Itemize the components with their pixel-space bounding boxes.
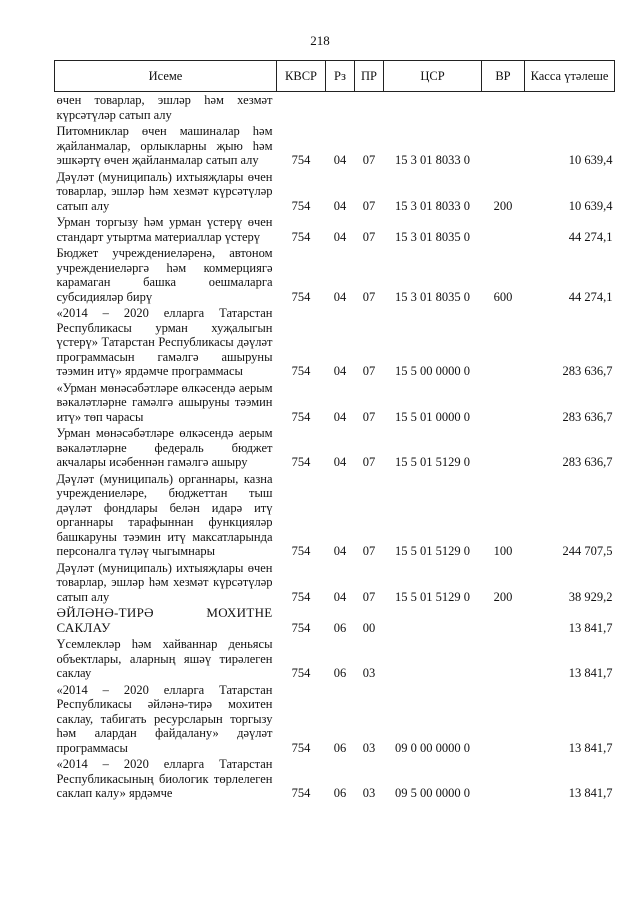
cell-name: Дәүләт (муниципаль) органнары, казна учреждениеләре, бюджеттан тыш дәүләт фондлары белән идарә итү органнары тарафыннан функцияләр башкаруны тәэмин итү максатларында персоналга түләү чыгымнары (56, 471, 273, 558)
cell-kvsr: 754 (291, 364, 311, 378)
cell-name: Урман торгызу һәм урман үстерү өчен стандарт утыртма материаллар үстерү (56, 215, 273, 244)
table-row (55, 425, 615, 471)
cell-kvsr: 754 (291, 666, 311, 680)
cell-vr (482, 214, 525, 245)
cell-csr: 15 5 01 5129 0 (395, 589, 470, 604)
cell-pr: 07 (362, 153, 376, 167)
cell-vr (482, 305, 525, 380)
table-row (55, 560, 615, 606)
cell-name: ӘЙЛӘНӘ-ТИРӘ МОХИТНЕ САКЛАУ (56, 605, 273, 635)
cell-amount: 38 929,2 (568, 589, 613, 604)
table-row (55, 92, 615, 124)
cell-amount: 13 841,7 (568, 786, 613, 800)
cell-pr: 03 (362, 740, 376, 755)
cell-kvsr: 754 (291, 620, 311, 635)
cell-name: Дәүләт (муниципаль) ихтыяҗлары өчен товарлар, эшләр һәм хезмәт күрсәтүләр сатып алу (56, 560, 273, 604)
cell-kvsr: 754 (291, 544, 311, 558)
cell-vr (482, 636, 525, 682)
cell-rz: 06 (333, 620, 347, 635)
cell-csr: 15 3 01 8035 0 (395, 289, 470, 304)
cell-csr: 15 3 01 8035 0 (395, 229, 470, 244)
cell-vr: 200 (493, 198, 513, 213)
cell-name: өчен товарлар, эшләр һәм хезмәт күрсәтүләр сатып алу (56, 93, 273, 122)
cell-kvsr: 754 (291, 455, 311, 469)
table-row (55, 305, 615, 380)
cell-name: «2014 – 2020 елларга Татарстан Республикасы әйләнә-тирә мохитен саклау, табигать ресурсларын торгызу һәм алардан файдалану» дәүләт программасы (56, 682, 273, 755)
table-body (55, 92, 615, 802)
table-row (55, 169, 615, 215)
table-row (55, 756, 615, 802)
cell-csr: 15 3 01 8033 0 (395, 153, 470, 167)
cell-amount (525, 92, 615, 124)
cell-amount: 10 639,4 (568, 153, 613, 167)
cell-name: Урман мөнәсәбәтләре өлкәсендә аерым вәкаләтләрне федераль бюджет акчалары исәбеннән гамәлгә ашыру (56, 426, 273, 469)
cell-vr: 100 (493, 544, 513, 558)
cell-kvsr: 754 (291, 740, 311, 755)
cell-rz: 04 (333, 455, 347, 469)
cell-amount: 244 707,5 (562, 544, 613, 558)
cell-pr: 07 (362, 544, 376, 558)
cell-pr: 00 (362, 620, 376, 635)
cell-rz: 04 (333, 409, 347, 424)
cell-csr (384, 605, 482, 636)
cell-pr: 07 (362, 289, 376, 304)
cell-rz: 06 (333, 786, 347, 800)
cell-kvsr (277, 92, 326, 124)
cell-rz (326, 92, 355, 124)
cell-vr (482, 605, 525, 636)
cell-name: «2014 – 2020 елларга Татарстан Республикасының биологик төрлелеген саклап калу» ярдәмче (56, 757, 273, 800)
cell-vr (482, 425, 525, 471)
cell-csr: 15 3 01 8033 0 (395, 198, 470, 213)
cell-csr: 15 5 01 5129 0 (395, 544, 470, 558)
page-number: 218 (310, 33, 330, 48)
cell-amount: 44 274,1 (568, 289, 613, 304)
column-header-vr: ВР (482, 61, 525, 92)
cell-csr: 09 5 00 0000 0 (395, 786, 470, 800)
cell-rz: 06 (333, 740, 347, 755)
cell-kvsr: 754 (291, 786, 311, 800)
cell-vr (482, 380, 525, 426)
cell-rz: 04 (333, 229, 347, 244)
cell-kvsr: 754 (291, 409, 311, 424)
cell-kvsr: 754 (291, 289, 311, 304)
cell-amount: 283 636,7 (562, 455, 613, 469)
cell-rz: 04 (333, 589, 347, 604)
cell-pr: 07 (362, 364, 376, 378)
column-header-rz: Рз (326, 61, 355, 92)
column-header-amount: Касса үтәлеше (525, 61, 615, 92)
column-header-pr: ПР (355, 61, 384, 92)
table-row (55, 245, 615, 305)
cell-csr: 09 0 00 0000 0 (395, 740, 470, 755)
cell-vr (482, 92, 525, 124)
cell-amount: 13 841,7 (568, 666, 613, 680)
cell-name: «2014 – 2020 елларга Татарстан Республикасы урман хуҗалыгын үстерү» Татарстан Республикасы дәүләт программасын гамәлгә ашыруны тәэмин итү» ярдәмче программасы (56, 306, 273, 378)
cell-amount: 44 274,1 (568, 229, 613, 244)
cell-rz: 04 (333, 289, 347, 304)
cell-csr: 15 5 01 0000 0 (395, 409, 470, 424)
budget-table (54, 60, 615, 802)
cell-vr (482, 756, 525, 802)
cell-vr: 600 (493, 289, 513, 304)
cell-pr: 07 (362, 455, 376, 469)
cell-name: Үсемлекләр һәм хайваннар деньясы объектлары, аларның яшәү тирәлеген саклау (56, 637, 273, 680)
cell-amount: 10 639,4 (568, 198, 613, 213)
cell-pr: 07 (362, 589, 376, 604)
table-row (55, 214, 615, 245)
cell-pr (355, 92, 384, 124)
cell-rz: 04 (333, 198, 347, 213)
cell-csr (384, 636, 482, 682)
column-header-name: Исеме (55, 61, 277, 92)
cell-pr: 03 (362, 786, 376, 800)
table-row (55, 380, 615, 426)
cell-csr: 15 5 01 5129 0 (395, 455, 470, 469)
table-row (55, 636, 615, 682)
cell-amount: 283 636,7 (562, 364, 613, 378)
cell-vr (482, 123, 525, 169)
cell-rz: 06 (333, 666, 347, 680)
cell-csr: 15 5 00 0000 0 (395, 364, 470, 378)
cell-amount: 13 841,7 (568, 620, 613, 635)
cell-name: Бюджет учреждениеләренә, автоном учреждениеләргә һәм коммерциягә карамаган башка оешмаларга субсидияләр бирү (56, 246, 273, 304)
table-row (55, 123, 615, 169)
cell-amount: 13 841,7 (568, 740, 613, 755)
cell-vr: 200 (493, 589, 513, 604)
column-header-csr: ЦСР (384, 61, 482, 92)
cell-pr: 07 (362, 198, 376, 213)
cell-kvsr: 754 (291, 229, 311, 244)
cell-csr (384, 92, 482, 124)
cell-amount: 283 636,7 (562, 409, 613, 424)
cell-pr: 07 (362, 409, 376, 424)
cell-name: «Урман мөнәсәбәтләре өлкәсендә аерым вәкаләтләрне гамәлгә ашыруны тәэмин итү» төп чарасы (56, 380, 273, 424)
cell-name: Питомниклар өчен машиналар һәм җайланмалар, орлыкларны җыю һәм эшкәртү өчен җайланмалар сатып алу (56, 124, 273, 167)
table-row (55, 471, 615, 560)
cell-vr (482, 682, 525, 757)
cell-pr: 03 (362, 666, 376, 680)
cell-kvsr: 754 (291, 153, 311, 167)
cell-rz: 04 (333, 364, 347, 378)
cell-name: Дәүләт (муниципаль) ихтыяҗлары өчен товарлар, эшләр һәм хезмәт күрсәтүләр сатып алу (56, 169, 273, 213)
cell-kvsr: 754 (291, 589, 311, 604)
cell-rz: 04 (333, 153, 347, 167)
table-row (55, 605, 615, 636)
column-header-kvsr: КВСР (277, 61, 326, 92)
cell-kvsr: 754 (291, 198, 311, 213)
cell-pr: 07 (362, 229, 376, 244)
cell-rz: 04 (333, 544, 347, 558)
table-header-row (55, 61, 615, 92)
table-row (55, 682, 615, 757)
